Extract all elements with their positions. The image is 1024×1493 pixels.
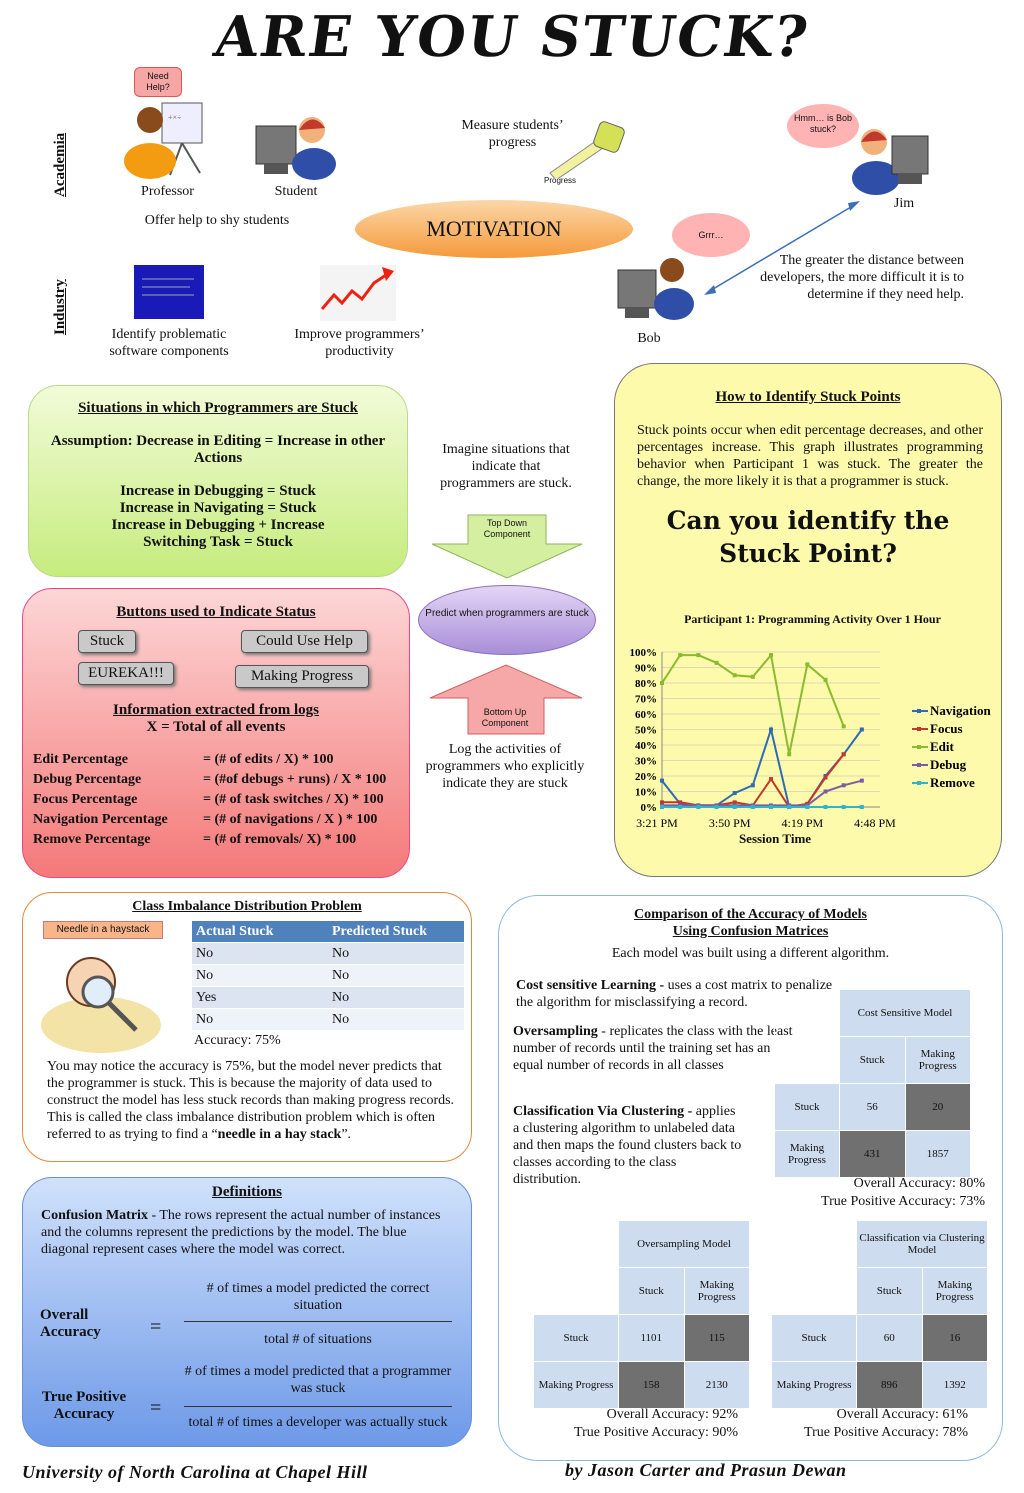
log-text: Log the activities of programmers who explicitly indicate they are stuck xyxy=(425,742,585,791)
chart-x-tick-label: 4:48 PM xyxy=(854,816,896,830)
buttons-heading: Buttons used to Indicate Status xyxy=(116,604,316,620)
improve-productivity-text: Improve programmers’ productivity xyxy=(294,327,425,359)
formula-value: = (# of edits / X) * 100 xyxy=(203,752,334,767)
matrix-cell: 2130 xyxy=(684,1362,750,1409)
imbalance-heading: Class Imbalance Distribution Problem xyxy=(132,899,362,914)
eureka-button[interactable]: EUREKA!!! xyxy=(78,662,174,685)
matrix-col-header: Stuck xyxy=(840,1037,906,1084)
chart-point-remove xyxy=(678,805,682,809)
formula-value: = (# of task switches / X) * 100 xyxy=(203,792,384,807)
chart-x-tick-label: 3:50 PM xyxy=(708,816,751,830)
chart-point-remove xyxy=(805,805,809,809)
formula-label: Remove Percentage xyxy=(33,832,151,847)
chart-legend-label: Focus xyxy=(930,721,963,736)
chart-series-line-edit xyxy=(662,655,844,754)
formula-row xyxy=(33,750,403,770)
chart-point-remove xyxy=(715,805,719,809)
table-row xyxy=(192,1009,464,1031)
chart-point-remove xyxy=(842,805,846,809)
situation-line-2: Increase in Navigating = Stuck xyxy=(119,500,317,516)
formula-value: = (#of debugs + runs) / X * 100 xyxy=(203,772,387,787)
clustering-tp: True Positive Accuracy: 78% xyxy=(804,1425,968,1440)
matrix-cell: 158 xyxy=(619,1362,685,1409)
chart-point-remove xyxy=(696,805,700,809)
chart-point-edit xyxy=(715,661,719,665)
situations-heading: Situations in which Programmers are Stuck xyxy=(78,400,358,416)
matrix-cell: 896 xyxy=(857,1362,923,1409)
matrix-cell: 1857 xyxy=(905,1131,971,1178)
imbalance-text-bold: needle in a hay stack xyxy=(217,1127,342,1142)
offer-help-text: Offer help to shy students xyxy=(144,213,290,228)
table-cell: No xyxy=(328,943,464,965)
matrix-cell: 1392 xyxy=(922,1362,988,1409)
top-down-label: Top Down Component xyxy=(483,518,531,539)
needle-label: Needle in a haystack xyxy=(43,921,163,939)
chart-y-tick-label: 100% xyxy=(629,647,657,659)
chart-point-edit xyxy=(842,724,846,728)
oversampling-matrix xyxy=(533,1220,750,1409)
chart-legend-marker xyxy=(917,781,921,785)
matrix-cell: 1101 xyxy=(619,1315,685,1362)
chart-point-remove xyxy=(787,805,791,809)
matrix-title: Oversampling Model xyxy=(619,1221,750,1268)
situation-line-1: Increase in Debugging = Stuck xyxy=(120,483,316,499)
cost-term: Cost sensitive Learning - xyxy=(516,978,665,993)
svg-text:+×÷: +×÷ xyxy=(168,113,182,122)
chart-point-edit xyxy=(824,678,828,682)
chart-point-navigation xyxy=(860,728,864,732)
matrix-cell: 115 xyxy=(684,1315,750,1362)
chart-y-tick-label: 50% xyxy=(635,724,657,737)
grrr-thought-bubble: Grrr… xyxy=(672,213,750,257)
footer-authors: by Jason Carter and Prasun Dewan xyxy=(565,1460,847,1480)
chart-point-edit xyxy=(678,653,682,657)
info-heading: Information extracted from logs xyxy=(113,702,319,718)
table-row xyxy=(192,943,464,965)
formula-label: Debug Percentage xyxy=(33,772,142,787)
chart-point-edit xyxy=(805,662,809,666)
chart-legend-label: Edit xyxy=(930,739,954,754)
tp-numerator: # of times a model predicted that a programmer was stuck xyxy=(184,1364,452,1396)
chart-y-tick-label: 60% xyxy=(635,709,657,721)
chart-point-edit xyxy=(787,752,791,756)
formula-list xyxy=(33,750,403,850)
footer-university: University of North Carolina at Chapel Hill xyxy=(22,1462,368,1482)
chart-point-edit xyxy=(751,675,755,679)
identify-components-text: Identify problematic software components xyxy=(109,327,229,359)
matrix-row-header: Making Progress xyxy=(534,1362,619,1409)
identify-heading: How to Identify Stuck Points xyxy=(715,389,901,405)
matrix-row-header: Stuck xyxy=(772,1315,857,1362)
chart-point-remove xyxy=(660,805,664,809)
magnifying-glass-icon xyxy=(36,940,166,1060)
situation-line-3: Increase in Debugging + Increase Switching Task = Stuck xyxy=(111,517,325,550)
cost-desc: uses a cost matrix to penalize the algorithm for misclassifying a record. xyxy=(516,978,833,1010)
poster-title: ARE YOU STUCK? xyxy=(210,4,814,70)
assumption-text: Assumption: Decrease in Editing = Increase in other Actions xyxy=(50,433,386,466)
imbalance-text-body: You may notice the accuracy is 75%, but the model never predicts that the programmer is stuck. This is because the majority of data used to construct the model has less stuck records than making progress records. This is called the class imbalance distribution problem which is often referred to as trying to find a “ xyxy=(47,1059,455,1142)
situations-panel xyxy=(28,385,408,577)
imbalance-accuracy: Accuracy: 75% xyxy=(194,1033,281,1048)
chart-y-tick-label: 90% xyxy=(635,662,657,675)
identify-text: Stuck points occur when edit percentage decreases, and other percentages increase. This graph illustrates programming behavior when Participant 1 was stuck. The greater the change, the more likely it is that a programmer is stuck. xyxy=(637,423,983,489)
chart-point-remove xyxy=(824,805,828,809)
chart-xlabel: Session Time xyxy=(738,831,812,846)
student-icon xyxy=(254,108,339,180)
chart-y-tick-label: 20% xyxy=(635,771,657,783)
chart-point-remove xyxy=(733,805,737,809)
professor-icon xyxy=(120,95,215,180)
matrix-col-header: Making Progress xyxy=(905,1037,971,1084)
oversampling-term: Oversampling xyxy=(513,1024,598,1039)
table-cell: Yes xyxy=(192,987,328,1009)
table-header: Actual Stuck xyxy=(192,921,328,943)
overall-fraction-line xyxy=(184,1321,452,1322)
chart-y-tick-label: 30% xyxy=(635,755,657,768)
tape-measure-icon xyxy=(540,118,630,178)
stuck-point-question: Can you identify the Stuck Point? xyxy=(666,506,950,568)
formula-value: = (# of removals/ X) * 100 xyxy=(203,832,357,847)
table-cell: No xyxy=(328,1009,464,1031)
chart-point-navigation xyxy=(660,779,664,783)
distance-text: The greater the distance between developers, the more difficult it is to determine if they need help. xyxy=(760,253,964,302)
cost-sensitive-matrix xyxy=(774,989,971,1178)
matrix-col-header: Stuck xyxy=(619,1268,685,1315)
overall-denominator: total # of situations xyxy=(264,1332,372,1347)
matrix-row-header: Making Progress xyxy=(775,1131,840,1178)
matrix-col-header: Making Progress xyxy=(684,1268,750,1315)
chart-point-debug xyxy=(860,779,864,783)
cost-overall: Overall Accuracy: 80% xyxy=(853,1176,985,1191)
matrix-cell: 431 xyxy=(840,1131,906,1178)
chart-y-tick-label: 10% xyxy=(635,786,657,799)
formula-label: Navigation Percentage xyxy=(33,812,168,827)
chart-point-navigation xyxy=(769,728,773,732)
matrix-title: Classification via Clustering Model xyxy=(857,1221,988,1268)
oversampling-desc: - replicates the class with the least number of records until the training set has an equal number of records in all classes xyxy=(513,1024,793,1073)
confusion-matrix-definition xyxy=(41,1207,455,1258)
chart-point-edit xyxy=(696,653,700,657)
cm-text: - The rows represent the actual number of instances and the columns represent the predictions by the model. The blue diagonal represent cases where the model was correct. xyxy=(41,1208,441,1257)
chart-point-navigation xyxy=(751,783,755,787)
need-help-bubble: Need Help? xyxy=(134,67,182,97)
hmm-thought-bubble: Hmm… is Bob stuck? xyxy=(787,104,859,148)
tp-accuracy-label: True Positive Accuracy xyxy=(41,1389,127,1422)
chart-y-tick-label: 0% xyxy=(640,802,657,814)
table-cell: No xyxy=(328,987,464,1009)
activity-line-chart xyxy=(622,640,998,850)
comparison-sub: Each model was built using a different algorithm. xyxy=(611,946,890,961)
formula-row xyxy=(33,790,403,810)
formula-label: Focus Percentage xyxy=(33,792,138,807)
table-cell: No xyxy=(192,965,328,987)
table-cell: No xyxy=(192,943,328,965)
chart-point-edit xyxy=(769,653,773,657)
oversampling-tp: True Positive Accuracy: 90% xyxy=(574,1425,738,1440)
table-cell: No xyxy=(192,1009,328,1031)
cm-term: Confusion Matrix xyxy=(41,1208,148,1223)
imbalance-text xyxy=(47,1058,459,1143)
overall-eq: = xyxy=(150,1316,162,1338)
chart-point-remove xyxy=(860,805,864,809)
predict-ellipse: Predict when programmers are stuck xyxy=(418,585,596,655)
matrix-col-header: Stuck xyxy=(857,1268,923,1315)
table-header-row xyxy=(192,921,464,943)
table-header: Predicted Stuck xyxy=(328,921,464,943)
chart-legend-label: Debug xyxy=(930,757,967,772)
matrix-row-header: Stuck xyxy=(775,1084,840,1131)
stuck-button[interactable]: Stuck xyxy=(78,630,136,653)
chart-point-focus xyxy=(824,776,828,780)
chart-point-focus xyxy=(842,752,846,756)
chart-legend-label: Remove xyxy=(930,775,975,790)
formula-row xyxy=(33,770,403,790)
matrix-row-header: Making Progress xyxy=(772,1362,857,1409)
matrix-cell: 20 xyxy=(905,1084,971,1131)
matrix-col-header: Making Progress xyxy=(922,1268,988,1315)
chart-y-tick-label: 80% xyxy=(635,678,657,690)
oversampling-overall: Overall Accuracy: 92% xyxy=(606,1407,738,1422)
table-cell: No xyxy=(328,965,464,987)
motivation-ellipse: MOTIVATION xyxy=(355,200,633,258)
overall-numerator: # of times a model predicted the correct situation xyxy=(206,1281,430,1313)
tp-eq: = xyxy=(150,1397,162,1419)
bob-icon xyxy=(616,252,696,327)
chart-point-focus xyxy=(769,777,773,781)
chart-point-remove xyxy=(751,805,755,809)
table-row xyxy=(192,965,464,987)
comparison-heading-2: Using Confusion Matrices xyxy=(672,924,829,939)
chart-point-edit xyxy=(733,673,737,677)
chart-y-tick-label: 70% xyxy=(635,693,657,706)
table-row xyxy=(192,987,464,1009)
academia-label: Academia xyxy=(52,132,68,197)
tp-fraction-line xyxy=(184,1406,452,1407)
overall-accuracy-label: Overall Accuracy xyxy=(40,1307,101,1340)
could-use-help-button[interactable]: Could Use Help xyxy=(241,630,368,653)
chart-point-debug xyxy=(842,783,846,787)
chart-point-navigation xyxy=(733,791,737,795)
matrix-row-header: Stuck xyxy=(534,1315,619,1362)
chart-y-tick-label: 40% xyxy=(635,740,657,752)
chart-title: Participant 1: Programming Activity Over 1 Hour xyxy=(684,612,941,626)
matrix-cell: 16 xyxy=(922,1315,988,1362)
chart-legend-label: Navigation xyxy=(930,703,991,718)
progress-tape-label: Progress xyxy=(544,176,577,185)
chart-x-tick-label: 3:21 PM xyxy=(636,816,678,830)
professor-label: Professor xyxy=(141,184,194,199)
jim-icon xyxy=(848,118,933,196)
matrix-cell: 56 xyxy=(840,1084,906,1131)
clustering-text xyxy=(513,1103,745,1188)
imagine-text: Imagine situations that indicate that programmers are stuck. xyxy=(440,442,572,491)
tp-denominator: total # of times a developer was actually stuck xyxy=(188,1415,448,1430)
clustering-desc: applies a clustering algorithm to unlabeled data and then maps the found clusters back to classes according to the class distribution. xyxy=(513,1104,742,1187)
industry-label: Industry xyxy=(52,279,68,335)
formula-row xyxy=(33,810,403,830)
chart-x-tick-label: 4:19 PM xyxy=(781,816,824,830)
bottom-up-label: Bottom Up Component xyxy=(481,707,529,728)
clustering-matrix xyxy=(771,1220,988,1409)
definitions-heading: Definitions xyxy=(211,1184,282,1200)
chart-legend-marker xyxy=(917,745,921,749)
bob-label: Bob xyxy=(637,331,661,346)
formula-label: Edit Percentage xyxy=(33,752,128,767)
rising-chart-icon xyxy=(320,265,396,321)
matrix-title: Cost Sensitive Model xyxy=(840,990,971,1037)
comparison-heading-1: Comparison of the Accuracy of Models xyxy=(634,907,867,922)
cost-tp: True Positive Accuracy: 73% xyxy=(821,1194,985,1209)
clustering-term: Classification Via Clustering - xyxy=(513,1104,693,1119)
chart-point-remove xyxy=(769,805,773,809)
chart-legend-marker xyxy=(917,727,921,731)
student-label: Student xyxy=(274,184,318,199)
measure-text: Measure students’ progress xyxy=(461,118,564,150)
chart-point-debug xyxy=(824,790,828,794)
matrix-cell: 60 xyxy=(857,1315,923,1362)
imbalance-text-end: ”. xyxy=(341,1127,352,1142)
chart-legend-marker xyxy=(917,763,921,767)
total-text: X = Total of all events xyxy=(146,719,286,735)
jim-label: Jim xyxy=(893,196,915,211)
formula-row xyxy=(33,830,403,850)
blue-screen-icon xyxy=(134,265,204,319)
formula-value: = (# of navigations / X ) * 100 xyxy=(203,812,378,827)
clustering-overall: Overall Accuracy: 61% xyxy=(836,1407,968,1422)
oversampling-text xyxy=(513,1023,803,1074)
making-progress-button[interactable]: Making Progress xyxy=(235,665,369,688)
chart-point-edit xyxy=(660,681,664,685)
imbalance-table xyxy=(192,921,464,1031)
chart-legend-marker xyxy=(917,709,921,713)
